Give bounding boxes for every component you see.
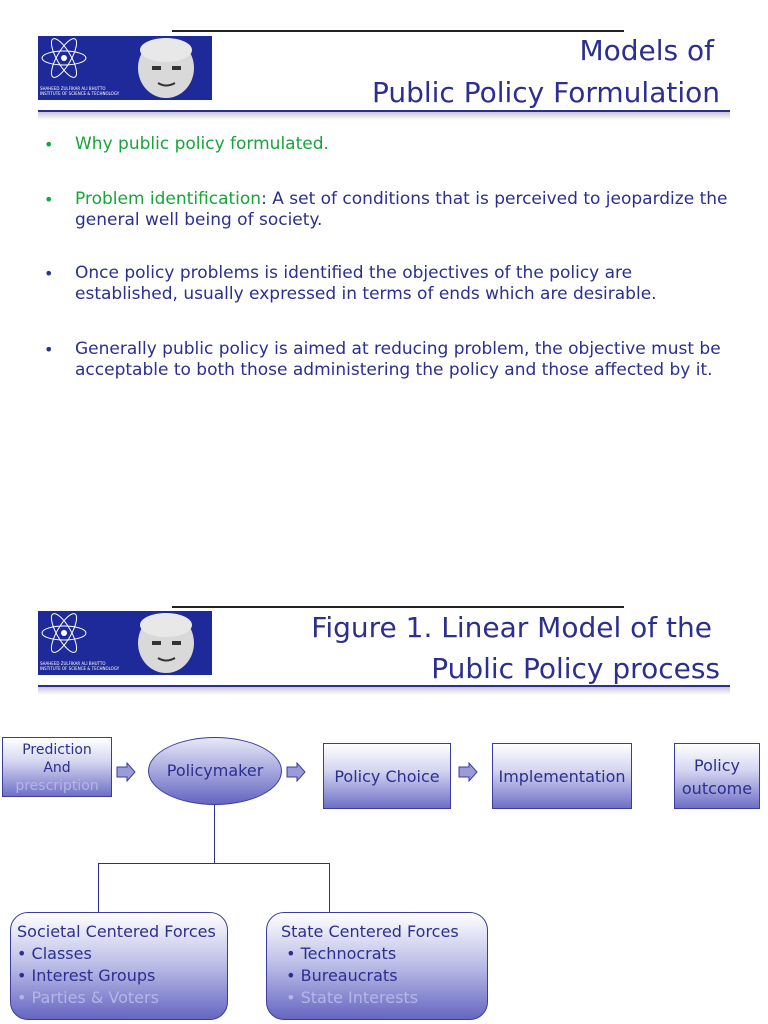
header2-shadow: [38, 687, 730, 695]
arrow-right-icon: [286, 762, 306, 782]
slide2-title-line1: Figure 1. Linear Model of the: [311, 611, 712, 644]
state-title: State Centered Forces: [281, 922, 459, 941]
header2-top-rule: [172, 606, 624, 608]
implementation-label: Implementation: [498, 767, 626, 786]
arrow-right-icon: [116, 762, 136, 782]
outcome-line2: outcome: [681, 779, 753, 798]
prediction-line3: prescription: [15, 778, 99, 794]
outcome-line1: Policy: [693, 756, 741, 775]
policymaker-label: Policymaker: [166, 761, 264, 780]
societal-item-parties: • Parties & Voters: [17, 988, 159, 1007]
state-item-bureaucrats: • Bureaucrats: [281, 966, 398, 985]
bullet-problem-identification: [44, 189, 734, 231]
bullet-problem-term: Problem identification: [75, 189, 262, 209]
prediction-box: [2, 737, 112, 797]
policy-outcome-box: [674, 743, 760, 809]
logo2-caption-line2: INSTITUTE OF SCIENCE & TECHNOLOGY: [40, 666, 120, 671]
bullet-objectives-text: Once policy problems is identified the objectives of the policy are established, usually expressed in terms of ends which are desirable.: [75, 263, 657, 304]
bullet-objectives: [44, 263, 734, 305]
societal-item-classes: • Classes: [17, 944, 92, 963]
state-item-technocrats: • Technocrats: [281, 944, 397, 963]
header-shadow: [38, 112, 730, 120]
bullet-problem-text: : A set of conditions that is perceived to jeopardize the general well being of society.: [75, 189, 728, 230]
logo-caption-line2: INSTITUTE OF SCIENCE & TECHNOLOGY: [40, 91, 120, 96]
arrow-right-icon: [458, 762, 478, 782]
bullet-generally: [44, 339, 734, 381]
societal-title: Societal Centered Forces: [17, 922, 216, 941]
connector-horizontal: [98, 863, 330, 864]
policy-choice-box: [323, 743, 451, 809]
slide1-bullet-list: [44, 134, 734, 381]
bullet-generally-text: Generally public policy is aimed at reducing problem, the objective must be acceptable to both those administering the policy and those affected by it.: [75, 339, 721, 380]
slide1-title-line1: Models of: [579, 34, 714, 67]
policymaker-node: [148, 737, 282, 805]
prediction-line1: Prediction: [22, 742, 92, 758]
bullet-why: [44, 134, 734, 155]
policy-choice-label: Policy Choice: [334, 767, 440, 786]
connector-vertical-main: [214, 805, 215, 863]
header-top-rule: [172, 30, 624, 32]
bullet-why-text: Why public policy formulated.: [75, 134, 329, 154]
prediction-line2: And: [43, 760, 71, 776]
connector-right-drop: [329, 863, 330, 913]
implementation-box: [492, 743, 632, 809]
connector-left-drop: [98, 863, 99, 913]
state-item-interests: • State Interests: [281, 988, 419, 1007]
logo2-caption-line1: SHAHEED ZULFIKAR ALI BHUTTO: [40, 661, 106, 666]
logo-caption-line1: SHAHEED ZULFIKAR ALI BHUTTO: [40, 86, 106, 91]
state-forces-box: [266, 912, 488, 1020]
societal-item-interest-groups: • Interest Groups: [17, 966, 156, 985]
slide2-title-line2: Public Policy process: [431, 652, 720, 685]
societal-forces-box: [10, 912, 228, 1020]
slide1-title-line2: Public Policy Formulation: [371, 76, 720, 109]
